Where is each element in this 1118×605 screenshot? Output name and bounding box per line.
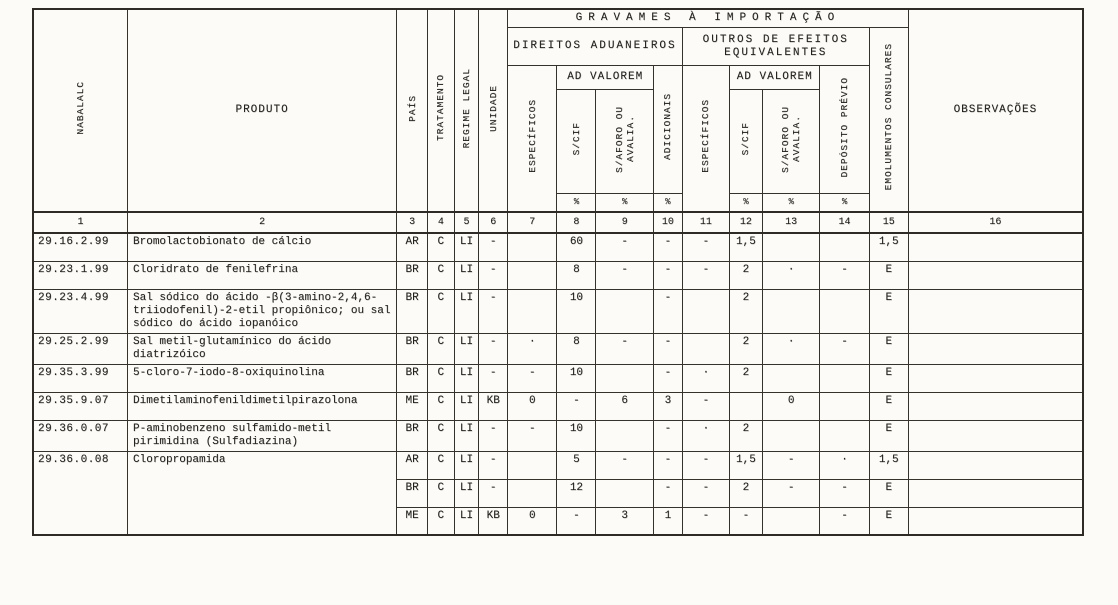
cell-pais: BR [397, 420, 428, 451]
col-number-5: 5 [454, 212, 479, 233]
cell-c12: 2 [730, 261, 763, 289]
col-header-scif-equivalentes-label: S/CIF [740, 122, 752, 156]
cell-c12: 2 [730, 333, 763, 364]
percent-sign-c10: % [653, 194, 682, 213]
cell-c10: - [653, 451, 682, 479]
cell-pais: BR [397, 261, 428, 289]
cell-c13: - [762, 479, 820, 507]
cell-c13 [762, 507, 820, 535]
col-number-16: 16 [908, 212, 1083, 233]
cell-pais: AR [397, 233, 428, 261]
col-header-especificos-direitos [508, 66, 557, 213]
col-header-scif-direitos [557, 90, 596, 194]
col-header-especificos-equivalentes [682, 66, 729, 213]
col-header-unidade [479, 9, 508, 212]
product-cell: Sal metil-glutamínico do ácido diatrizóico [128, 333, 397, 364]
cell-c7: - [508, 364, 557, 392]
col-header-adicionais-label: ADICIONAIS [662, 93, 674, 161]
cell-regime: LI [454, 420, 479, 451]
cell-c10: - [653, 261, 682, 289]
cell-obs [908, 392, 1083, 420]
table-header [33, 9, 1083, 233]
cell-c10: - [653, 233, 682, 261]
table-row [33, 333, 1083, 364]
cell-obs [908, 479, 1083, 507]
cell-obs [908, 451, 1083, 479]
cell-c9: - [596, 333, 654, 364]
cell-c10: - [653, 479, 682, 507]
cell-c12: 1,5 [730, 451, 763, 479]
cell-c9: 3 [596, 507, 654, 535]
percent-sign-c8: % [557, 194, 596, 213]
cell-pais: ME [397, 507, 428, 535]
table-row [33, 233, 1083, 261]
col-header-saforo-direitos-label: S/AFORO OU AVALIA. [613, 105, 636, 173]
table-row [33, 392, 1083, 420]
cell-c11: · [682, 364, 729, 392]
cell-obs [908, 333, 1083, 364]
cell-c13 [762, 420, 820, 451]
cell-c15: E [869, 289, 908, 333]
col-header-emolumentos-consulares [869, 28, 908, 213]
cell-c13: · [762, 261, 820, 289]
col-header-unidade-label: UNIDADE [487, 84, 499, 132]
cell-trat: C [427, 392, 454, 420]
table-row [33, 261, 1083, 289]
col-number-7: 7 [508, 212, 557, 233]
group-header-outros-efeitos-equivalentes: OUTROS DE EFEITOS EQUIVALENTES [682, 28, 869, 66]
cell-c7: - [508, 420, 557, 451]
cell-c7: 0 [508, 392, 557, 420]
cell-c13: · [762, 333, 820, 364]
cell-pais: BR [397, 333, 428, 364]
table-row [33, 420, 1083, 451]
col-header-produto: PRODUTO [128, 9, 397, 212]
cell-c8: - [557, 507, 596, 535]
col-number-9: 9 [596, 212, 654, 233]
cell-c11: - [682, 507, 729, 535]
cell-c15: E [869, 333, 908, 364]
cell-c12: - [730, 507, 763, 535]
col-number-12: 12 [730, 212, 763, 233]
col-header-tratamento [427, 9, 454, 212]
cell-c8: 8 [557, 261, 596, 289]
cell-trat: C [427, 451, 454, 479]
col-header-especificos-direitos-label: ESPECÍFICOS [526, 99, 538, 173]
product-cell: P-aminobenzeno sulfamido-metil pirimidina (Sulfadiazina) [128, 420, 397, 451]
cell-c8: 5 [557, 451, 596, 479]
cell-c14: - [820, 261, 869, 289]
cell-regime: LI [454, 392, 479, 420]
cell-obs [908, 289, 1083, 333]
cell-c13: 0 [762, 392, 820, 420]
cell-trat: C [427, 507, 454, 535]
cell-c14 [820, 289, 869, 333]
cell-c8: 60 [557, 233, 596, 261]
nabalalc-code-cell: 29.36.0.08 [33, 451, 128, 535]
cell-c12: 2 [730, 289, 763, 333]
cell-pais: BR [397, 289, 428, 333]
table-body [33, 233, 1083, 535]
percent-sign-c12: % [730, 194, 763, 213]
cell-obs [908, 364, 1083, 392]
product-cell: Dimetilaminofenildimetilpirazolona [128, 392, 397, 420]
cell-unid: - [479, 261, 508, 289]
cell-c10: - [653, 364, 682, 392]
col-header-pais-label: PAÍS [406, 94, 418, 122]
cell-c11: · [682, 420, 729, 451]
cell-pais: AR [397, 451, 428, 479]
cell-c12: 2 [730, 364, 763, 392]
cell-pais: BR [397, 364, 428, 392]
cell-c9: - [596, 233, 654, 261]
col-header-saforo-equivalentes-label: S/AFORO OU AVALIA. [780, 105, 803, 173]
cell-c15: E [869, 420, 908, 451]
cell-c10: - [653, 289, 682, 333]
cell-c15: E [869, 479, 908, 507]
nabalalc-code-cell: 29.35.9.07 [33, 392, 128, 420]
cell-pais: ME [397, 392, 428, 420]
cell-trat: C [427, 289, 454, 333]
col-header-scif-direitos-label: S/CIF [570, 122, 582, 156]
cell-c7 [508, 451, 557, 479]
cell-c7 [508, 233, 557, 261]
cell-c13: - [762, 451, 820, 479]
column-number-row [33, 212, 1083, 233]
cell-c12: 2 [730, 420, 763, 451]
cell-trat: C [427, 233, 454, 261]
cell-c11: - [682, 261, 729, 289]
cell-c14 [820, 364, 869, 392]
cell-c12 [730, 392, 763, 420]
col-number-2: 2 [128, 212, 397, 233]
cell-trat: C [427, 333, 454, 364]
cell-pais: BR [397, 479, 428, 507]
cell-c15: E [869, 507, 908, 535]
col-header-deposito-previo-label: DEPÓSITO PRÉVIO [839, 76, 851, 178]
table-row [33, 451, 1083, 479]
cell-c10: - [653, 420, 682, 451]
cell-c12: 1,5 [730, 233, 763, 261]
cell-c11: - [682, 392, 729, 420]
percent-sign-c13: % [762, 194, 820, 213]
col-number-4: 4 [427, 212, 454, 233]
col-header-scif-equivalentes [730, 90, 763, 194]
product-cell: Bromolactobionato de cálcio [128, 233, 397, 261]
cell-obs [908, 261, 1083, 289]
col-header-emolumentos-label: EMOLUMENTOS CONSULARES [883, 43, 895, 191]
cell-unid: - [479, 364, 508, 392]
col-header-deposito-previo [820, 66, 869, 194]
col-header-pais [397, 9, 428, 212]
cell-c14: - [820, 333, 869, 364]
cell-c10: 3 [653, 392, 682, 420]
col-header-regime-legal [454, 9, 479, 212]
subgroup-header-ad-valorem-equivalentes: AD VALOREM [730, 66, 820, 90]
cell-c9: 6 [596, 392, 654, 420]
cell-unid: - [479, 233, 508, 261]
nabalalc-code-cell: 29.36.0.07 [33, 420, 128, 451]
cell-c14: - [820, 479, 869, 507]
cell-regime: LI [454, 364, 479, 392]
cell-c9 [596, 420, 654, 451]
col-header-nabalalc-label: NABALALC [75, 81, 86, 135]
col-header-observacoes: OBSERVAÇÕES [908, 9, 1083, 212]
cell-obs [908, 420, 1083, 451]
cell-trat: C [427, 420, 454, 451]
cell-c14: - [820, 507, 869, 535]
cell-unid: - [479, 333, 508, 364]
cell-unid: KB [479, 507, 508, 535]
cell-regime: LI [454, 233, 479, 261]
product-cell: Cloridrato de fenilefrina [128, 261, 397, 289]
cell-c15: E [869, 392, 908, 420]
cell-c15: 1,5 [869, 233, 908, 261]
cell-c9: - [596, 261, 654, 289]
cell-c8: 8 [557, 333, 596, 364]
nabalalc-code-cell: 29.35.3.99 [33, 364, 128, 392]
cell-c14 [820, 420, 869, 451]
cell-c7 [508, 261, 557, 289]
col-number-10: 10 [653, 212, 682, 233]
col-header-saforo-direitos [596, 90, 654, 194]
nabalalc-code-cell: 29.16.2.99 [33, 233, 128, 261]
nabalalc-code-cell: 29.23.1.99 [33, 261, 128, 289]
cell-c8: - [557, 392, 596, 420]
cell-c15: E [869, 364, 908, 392]
cell-c15: E [869, 261, 908, 289]
col-number-8: 8 [557, 212, 596, 233]
cell-c10: 1 [653, 507, 682, 535]
col-header-regime-legal-label: REGIME LEGAL [461, 67, 473, 149]
cell-c8: 12 [557, 479, 596, 507]
subgroup-header-ad-valorem-direitos: AD VALOREM [557, 66, 654, 90]
cell-c10: - [653, 333, 682, 364]
col-number-3: 3 [397, 212, 428, 233]
group-header-direitos-aduaneiros: DIREITOS ADUANEIROS [508, 28, 683, 66]
col-number-11: 11 [682, 212, 729, 233]
col-number-13: 13 [762, 212, 820, 233]
col-number-6: 6 [479, 212, 508, 233]
cell-c7: 0 [508, 507, 557, 535]
product-cell: Sal sódico do ácido -β(3-amino-2,4,6-triiodofenil)-2-etil propiônico; ou sal sódico do ácido iopanóico [128, 289, 397, 333]
col-header-nabalalc [33, 9, 128, 212]
col-header-adicionais [653, 66, 682, 194]
cell-c15: 1,5 [869, 451, 908, 479]
cell-regime: LI [454, 333, 479, 364]
cell-c11 [682, 333, 729, 364]
cell-unid: - [479, 479, 508, 507]
cell-c11: - [682, 233, 729, 261]
col-header-tratamento-label: TRATAMENTO [435, 74, 447, 142]
col-number-15: 15 [869, 212, 908, 233]
cell-trat: C [427, 479, 454, 507]
cell-c11 [682, 289, 729, 333]
percent-sign-c9: % [596, 194, 654, 213]
cell-c12: 2 [730, 479, 763, 507]
col-number-14: 14 [820, 212, 869, 233]
cell-c9 [596, 289, 654, 333]
cell-regime: LI [454, 451, 479, 479]
cell-obs [908, 233, 1083, 261]
cell-obs [908, 507, 1083, 535]
cell-unid: - [479, 451, 508, 479]
table-row [33, 289, 1083, 333]
col-number-1: 1 [33, 212, 128, 233]
percent-sign-c14: % [820, 194, 869, 213]
header-gravames-importacao: GRAVAMES À IMPORTAÇÃO [508, 9, 909, 28]
cell-unid: - [479, 289, 508, 333]
cell-c11: - [682, 479, 729, 507]
nabalalc-code-cell: 29.25.2.99 [33, 333, 128, 364]
cell-c8: 10 [557, 289, 596, 333]
cell-unid: - [479, 420, 508, 451]
cell-c8: 10 [557, 420, 596, 451]
cell-regime: LI [454, 289, 479, 333]
cell-trat: C [427, 261, 454, 289]
cell-c9 [596, 364, 654, 392]
cell-regime: LI [454, 507, 479, 535]
cell-c14 [820, 392, 869, 420]
cell-unid: KB [479, 392, 508, 420]
cell-c9: - [596, 451, 654, 479]
col-header-saforo-equivalentes [762, 90, 820, 194]
col-header-especificos-equivalentes-label: ESPECÍFICOS [700, 99, 712, 173]
cell-c8: 10 [557, 364, 596, 392]
cell-c14 [820, 233, 869, 261]
product-cell: Cloropropamida [128, 451, 397, 535]
product-cell: 5-cloro-7-iodo-8-oxiquinolina [128, 364, 397, 392]
cell-c11: - [682, 451, 729, 479]
cell-c13 [762, 289, 820, 333]
cell-c13 [762, 233, 820, 261]
cell-c14: · [820, 451, 869, 479]
cell-c7 [508, 289, 557, 333]
tariff-table [32, 8, 1084, 536]
cell-c13 [762, 364, 820, 392]
cell-c9 [596, 479, 654, 507]
cell-trat: C [427, 364, 454, 392]
table-row [33, 364, 1083, 392]
nabalalc-code-cell: 29.23.4.99 [33, 289, 128, 333]
cell-regime: LI [454, 479, 479, 507]
cell-regime: LI [454, 261, 479, 289]
cell-c7: · [508, 333, 557, 364]
cell-c7 [508, 479, 557, 507]
